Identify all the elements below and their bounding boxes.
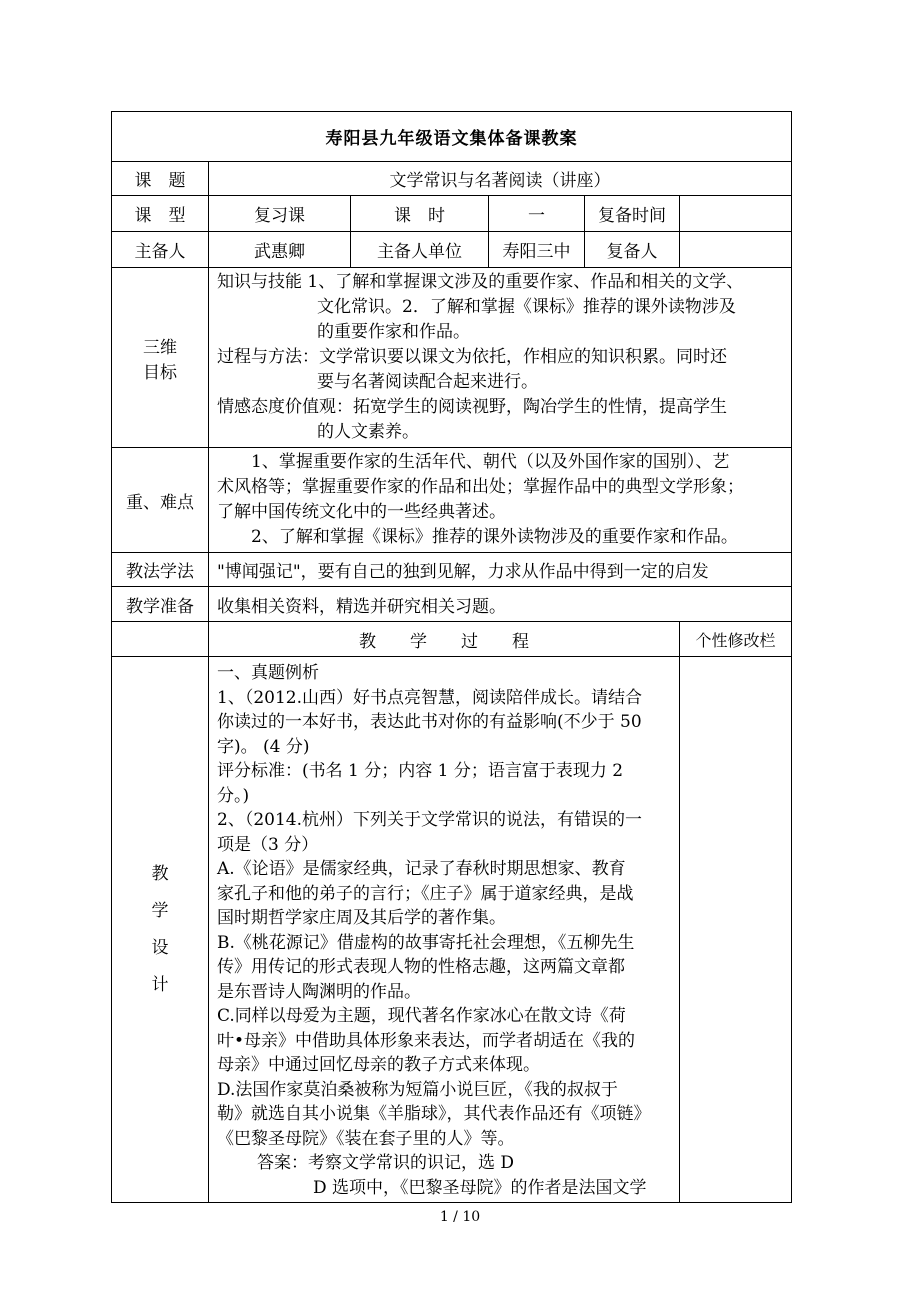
personal-notes-cell [680,657,792,1203]
design-label-char: 教 [151,863,169,884]
key-points-label: 重、难点 [112,448,209,553]
method-value: "博闻强记"，要有自己的独到见解，力求从作品中得到一定的启发 [209,553,792,587]
key-points-line: 2、了解和掌握《课标》推荐的课外读物涉及的重要作家和作品。 [251,527,738,547]
design-line: 国时期哲学家庄周及其后学的著作集。 [217,908,506,928]
design-line: 项是（3 分） [217,834,319,855]
period-value: 一 [489,196,585,232]
document-title: 寿阳县九年级语文集体备课教案 [112,112,792,162]
goals-line: 情感态度价值观：拓宽学生的阅读视野，陶冶学生的性情，提高学生 [217,397,727,417]
design-line: 家孔子和他的弟子的言行；《庄子》属于道家经典，是战 [217,883,634,904]
topic-label: 课 题 [112,162,209,196]
prep-value: 收集相关资料，精选并研究相关习题。 [209,587,792,622]
type-label: 课 型 [112,196,209,232]
goals-label-line: 目标 [143,362,177,383]
design-line: 传》用传记的形式表现人物的性格志趣，这两篇文章都 [217,957,625,977]
design-line: C.同样以母爱为主题，现代著名作家冰心在散文诗《荷 [217,1006,626,1026]
review-time-value [680,196,792,232]
page-number: 1 / 10 [439,1209,481,1225]
design-line: 勒》就选自其小说集《羊脂球》，其代表作品还有《项链》 [217,1104,651,1124]
goals-line: 文化常识。2．了解和掌握《课标》推荐的课外读物涉及 [317,297,736,317]
preparer-value: 武惠卿 [209,232,351,268]
design-label [112,657,209,1203]
goals-line: 知识与技能 1、了解和掌握课文涉及的重要作家、作品和相关的文学、 [217,272,744,292]
method-label: 教法学法 [112,553,209,587]
key-points-line: 术风格等；掌握重要作家的作品和出处；掌握作品中的典型文学形象； [217,477,744,497]
answer-line: D 选项中，《巴黎圣母院》的作者是法国文学 [313,1177,647,1198]
goals-line: 过程与方法：文学常识要以课文为依托，作相应的知识积累。同时还 [217,347,727,367]
design-content [209,657,680,1203]
key-points-content [209,448,792,553]
review-time-label: 复备时间 [585,196,680,232]
goals-line: 的人文素养。 [317,422,419,442]
type-value: 复习课 [209,196,351,232]
key-points-line: 了解中国传统文化中的一些经典著述。 [217,502,506,522]
reviewer-value [680,232,792,268]
personal-header: 个性修改栏 [680,622,792,657]
process-header: 教 学 过 程 [209,622,680,657]
design-line: 母亲》中通过回忆母亲的教子方式来体现。 [217,1055,540,1075]
design-line: 《巴黎圣母院》《装在套子里的人》等。 [217,1128,515,1149]
design-line: 一、真题例析 [217,663,319,683]
design-label-char: 学 [151,900,169,921]
goals-line: 的重要作家和作品。 [317,322,470,342]
design-label-char: 设 [151,937,169,958]
design-line: 是东晋诗人陶渊明的作品。 [217,981,421,1002]
design-line: D.法国作家莫泊桑被称为短篇小说巨匠，《我的叔叔于 [217,1079,618,1100]
design-line: 2、（2014.杭州）下列关于文学常识的说法，有错误的一 [217,810,642,830]
prep-label: 教学准备 [112,587,209,622]
unit-label: 主备人单位 [351,232,489,268]
design-line: A.《论语》是儒家经典，记录了春秋时期思想家、教育 [217,859,626,879]
preparer-label: 主备人 [112,232,209,268]
goals-label-line: 三维 [143,337,177,358]
design-line: 评分标准：(书名 1 分；内容 1 分；语言富于表现力 2 [217,761,624,781]
design-line: B.《桃花源记》借虚构的故事寄托社会理想，《五柳先生 [217,932,635,953]
unit-value: 寿阳三中 [489,232,585,268]
reviewer-label: 复备人 [585,232,680,268]
design-line: 你读过的一本好书，表达此书对你的有益影响(不少于 50 [217,712,642,732]
goals-line: 要与名著阅读配合起来进行。 [317,372,538,392]
goals-content [209,268,792,448]
topic-value: 文学常识与名著阅读（讲座） [209,162,792,196]
answer-line: 答案：考察文学常识的识记，选 D [257,1153,515,1173]
key-points-line: 1、掌握重要作家的生活年代、朝代（以及外国作家的国别）、艺 [251,452,730,472]
design-line: 字)。 (4 分) [217,736,310,757]
process-header-blank [112,622,209,657]
goals-label [112,268,209,448]
design-line: 叶•母亲》中借助具体形象来表达，而学者胡适在《我的 [217,1030,636,1051]
design-line: 1、（2012.山西）好书点亮智慧，阅读陪伴成长。请结合 [217,687,642,708]
design-label-char: 计 [151,974,169,995]
lesson-plan-table [111,111,792,1203]
design-line: 分。) [217,785,250,806]
period-label: 课 时 [351,196,489,232]
